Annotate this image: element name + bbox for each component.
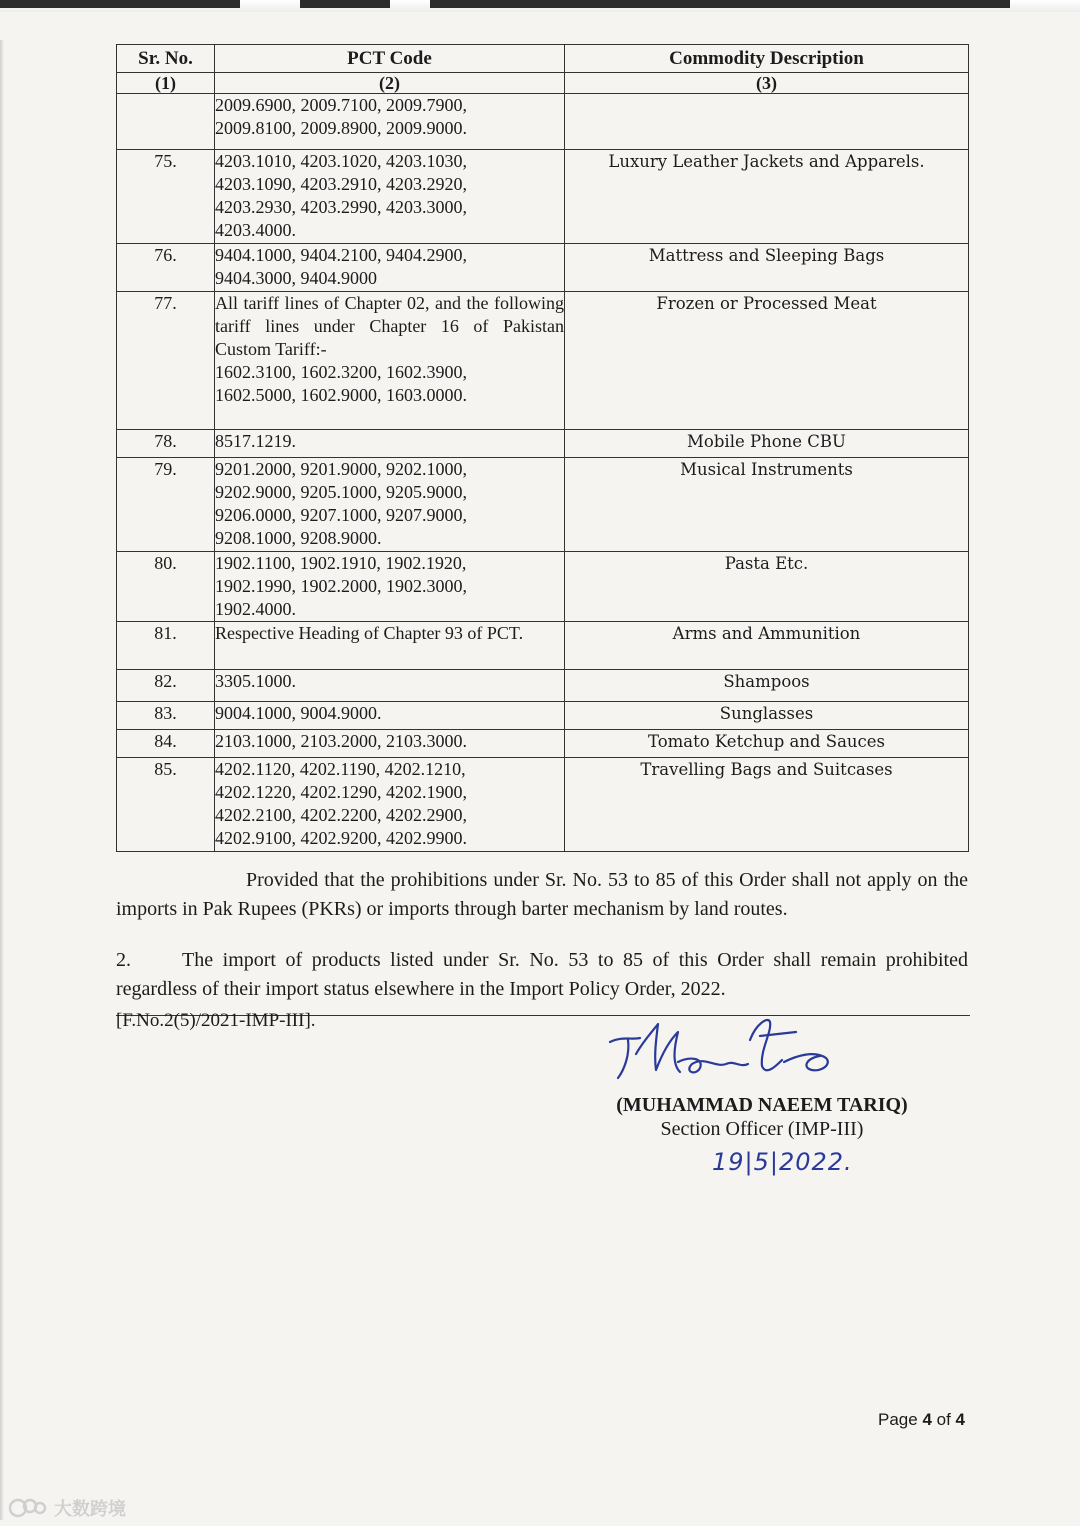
commodity-cell: Luxury Leather Jackets and Apparels. xyxy=(565,150,969,244)
commodity-cell: Tomato Ketchup and Sauces xyxy=(565,730,969,758)
sr-no-cell: 80. xyxy=(117,552,215,622)
table-row xyxy=(117,622,969,670)
table-row xyxy=(117,458,969,552)
sr-no-cell: 77. xyxy=(117,292,215,430)
file-number: [F.No.2(5)/2021-IMP-III]. xyxy=(116,1010,316,1031)
sr-no-cell: 85. xyxy=(117,758,215,852)
sr-no-cell: 76. xyxy=(117,244,215,292)
handwritten-signature xyxy=(600,1010,850,1100)
table-row xyxy=(117,702,969,730)
proviso-paragraph: Provided that the prohibitions under Sr. No. 53 to 85 of this Order shall not apply on the imports in Pak Rupees (PKRs) or imports through barter mechanism by land routes. xyxy=(116,869,968,920)
header-pct-code: PCT Code xyxy=(215,45,565,73)
page-total: 4 xyxy=(955,1410,965,1429)
sr-no-cell: 83. xyxy=(117,702,215,730)
watermark xyxy=(8,1493,126,1523)
commodity-cell xyxy=(565,94,969,150)
pct-code-cell: 9201.2000, 9201.9000, 9202.1000, 9202.9000, 9205.1000, 9205.9000, 9206.0000, 9207.1000, 9207.9000, 9208.1000, 9208.9000. xyxy=(215,458,565,552)
commodity-cell: Pasta Etc. xyxy=(565,552,969,622)
sr-no-cell: 81. xyxy=(117,622,215,670)
watermark-logo-icon xyxy=(8,1494,48,1522)
clause-number: 2. xyxy=(116,949,131,971)
pct-code-cell: All tariff lines of Chapter 02, and the following tariff lines under Chapter 16 of Pakistan Custom Tariff:- 1602.3100, 1602.3200, 1602.3900, 1602.5000, 1602.9000, 1603.0000. xyxy=(215,292,565,430)
header-commodity-description: Commodity Description xyxy=(565,45,969,73)
pct-code-cell: 2103.1000, 2103.2000, 2103.3000. xyxy=(215,730,565,758)
sr-no-cell: 78. xyxy=(117,430,215,458)
watermark-text: 大数跨境 xyxy=(54,1499,126,1520)
table-row xyxy=(117,430,969,458)
signatory-name: (MUHAMMAD NAEEM TARIQ) xyxy=(616,1094,908,1116)
commodity-cell: Shampoos xyxy=(565,670,969,702)
pct-code-cell: Respective Heading of Chapter 93 of PCT. xyxy=(215,622,565,670)
table-row xyxy=(117,150,969,244)
scan-top-edge xyxy=(0,0,1080,12)
table-row xyxy=(117,758,969,852)
sr-no-cell xyxy=(117,94,215,150)
pct-code-table xyxy=(116,44,969,852)
pct-code-cell: 1902.1100, 1902.1910, 1902.1920, 1902.1990, 1902.2000, 1902.3000, 1902.4000. xyxy=(215,552,565,622)
pct-code-cell: 4203.1010, 4203.1020, 4203.1030, 4203.1090, 4203.2910, 4203.2920, 4203.2930, 4203.2990, 4203.3000, 4203.4000. xyxy=(215,150,565,244)
table-row xyxy=(117,292,969,430)
table-column-number-row xyxy=(117,73,969,94)
clause-2-paragraph xyxy=(116,946,968,1004)
pct-code-cell: 2009.6900, 2009.7100, 2009.7900, 2009.8100, 2009.8900, 2009.9000. xyxy=(215,94,565,150)
table-row xyxy=(117,94,969,150)
commodity-cell: Sunglasses xyxy=(565,702,969,730)
table-row xyxy=(117,670,969,702)
pct-code-cell: 9404.1000, 9404.2100, 9404.2900, 9404.3000, 9404.9000 xyxy=(215,244,565,292)
table-header-row xyxy=(117,45,969,73)
table-row xyxy=(117,244,969,292)
table-row xyxy=(117,552,969,622)
pct-code-cell: 9004.1000, 9004.9000. xyxy=(215,702,565,730)
header-sr-no: Sr. No. xyxy=(117,45,215,73)
sr-no-cell: 79. xyxy=(117,458,215,552)
column-number-3: (3) xyxy=(565,73,969,94)
commodity-cell: Musical Instruments xyxy=(565,458,969,552)
page-middle: of xyxy=(931,1410,956,1429)
scan-left-edge xyxy=(0,40,4,1520)
sr-no-cell: 84. xyxy=(117,730,215,758)
sr-no-cell: 82. xyxy=(117,670,215,702)
commodity-cell: Travelling Bags and Suitcases xyxy=(565,758,969,852)
pct-code-cell: 8517.1219. xyxy=(215,430,565,458)
commodity-cell: Frozen or Processed Meat xyxy=(565,292,969,430)
pct-code-cell: 4202.1120, 4202.1190, 4202.1210, 4202.1220, 4202.1290, 4202.1900, 4202.2100, 4202.2200, 4202.2900, 4202.9100, 4202.9200, 4202.9900. xyxy=(215,758,565,852)
sr-no-cell: 75. xyxy=(117,150,215,244)
commodity-cell: Mobile Phone CBU xyxy=(565,430,969,458)
commodity-cell: Arms and Ammunition xyxy=(565,622,969,670)
commodity-cell: Mattress and Sleeping Bags xyxy=(565,244,969,292)
column-number-2: (2) xyxy=(215,73,565,94)
handwritten-date: 19|5|2022. xyxy=(712,1148,853,1176)
table-row xyxy=(117,730,969,758)
pct-code-cell: 3305.1000. xyxy=(215,670,565,702)
page-number xyxy=(878,1410,965,1430)
signatory-title: Section Officer (IMP-III) xyxy=(660,1118,864,1140)
column-number-1: (1) xyxy=(117,73,215,94)
page-prefix: Page xyxy=(878,1410,923,1429)
clause-text: The import of products listed under Sr. No. 53 to 85 of this Order shall remain prohibited regardless of their import status elsewhere in the Import Policy Order, 2022. xyxy=(116,949,968,1000)
page-current: 4 xyxy=(922,1410,932,1429)
